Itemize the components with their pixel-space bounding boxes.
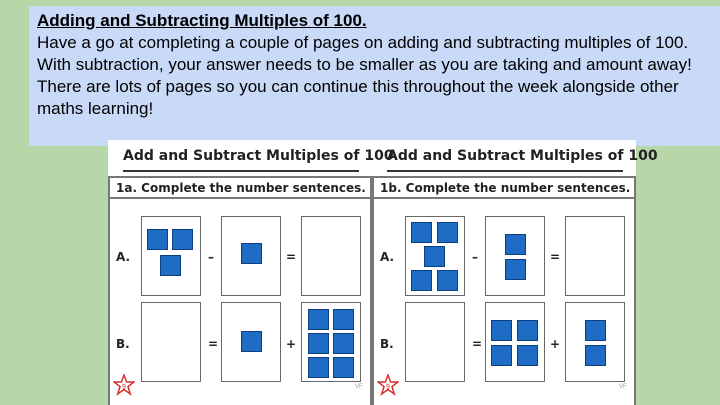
box-a1 xyxy=(405,216,465,296)
hundred-square xyxy=(333,333,354,354)
box-a2 xyxy=(221,216,281,296)
operator-plus: + xyxy=(286,337,297,351)
operator-equals: = xyxy=(208,337,219,351)
hundred-square xyxy=(241,331,262,352)
worksheet-header-text: Add and Subtract Multiples of 100 xyxy=(123,148,394,164)
header-underline xyxy=(387,170,623,172)
box-a1 xyxy=(141,216,201,296)
worksheet-header-text: Add and Subtract Multiples of 100 xyxy=(387,148,658,164)
hundred-square xyxy=(437,222,458,243)
answer-box-a[interactable] xyxy=(301,216,361,296)
hundred-square xyxy=(241,243,262,264)
answer-box-b[interactable] xyxy=(141,302,201,382)
box-b3 xyxy=(565,302,625,382)
hundred-square xyxy=(308,333,329,354)
answer-box-a[interactable] xyxy=(565,216,625,296)
box-a2 xyxy=(485,216,545,296)
row-label-b: B. xyxy=(380,337,394,351)
hundred-square xyxy=(411,222,432,243)
instructions-title: Adding and Subtracting Multiples of 100. xyxy=(37,11,367,30)
footer-mark: VF xyxy=(619,384,627,390)
operator-equals: = xyxy=(550,250,561,264)
row-label-a: A. xyxy=(116,250,131,264)
row-label-a: A. xyxy=(380,250,395,264)
hundred-square xyxy=(333,309,354,330)
worksheet-image xyxy=(108,140,658,405)
star-icon xyxy=(377,374,399,396)
instructions-box xyxy=(29,6,720,146)
star-number: 9 xyxy=(122,384,126,391)
footer-mark: VF xyxy=(355,384,363,390)
worksheet-header-right xyxy=(387,148,658,168)
hundred-square xyxy=(585,345,606,366)
hundred-square xyxy=(585,320,606,341)
hundred-square xyxy=(147,229,168,250)
star-number: 9 xyxy=(386,384,390,391)
box-b2 xyxy=(221,302,281,382)
hundred-square xyxy=(491,320,512,341)
operator-minus: – xyxy=(472,250,478,264)
task-heading: 1b. Complete the number sentences. xyxy=(374,178,634,199)
hundred-square xyxy=(411,270,432,291)
hundred-square xyxy=(308,357,329,378)
panel-1a xyxy=(108,176,372,405)
hundred-square xyxy=(437,270,458,291)
operator-minus: – xyxy=(208,250,214,264)
box-b3 xyxy=(301,302,361,382)
hundred-square xyxy=(424,246,445,267)
hundred-square xyxy=(517,345,538,366)
operator-equals: = xyxy=(472,337,483,351)
hundred-square xyxy=(517,320,538,341)
hundred-square xyxy=(491,345,512,366)
hundred-square xyxy=(505,234,526,255)
header-underline xyxy=(123,170,359,172)
task-heading: 1a. Complete the number sentences. xyxy=(110,178,370,199)
answer-box-b[interactable] xyxy=(405,302,465,382)
worksheet-header-left xyxy=(123,148,394,168)
hundred-square xyxy=(333,357,354,378)
panel-1b xyxy=(372,176,636,405)
hundred-square xyxy=(308,309,329,330)
row-label-b: B. xyxy=(116,337,130,351)
box-b2 xyxy=(485,302,545,382)
instructions-line-1: Have a go at completing a couple of pages on adding and subtracting multiples of 100. With subtraction, your answer needs to be smaller as you are taking and amount away! xyxy=(37,33,692,74)
instructions-line-2: There are lots of pages so you can continue this throughout the week alongside other maths learning! xyxy=(37,77,679,118)
hundred-square xyxy=(172,229,193,250)
operator-equals: = xyxy=(286,250,297,264)
hundred-square xyxy=(160,255,181,276)
star-icon xyxy=(113,374,135,396)
operator-plus: + xyxy=(550,337,561,351)
hundred-square xyxy=(505,259,526,280)
